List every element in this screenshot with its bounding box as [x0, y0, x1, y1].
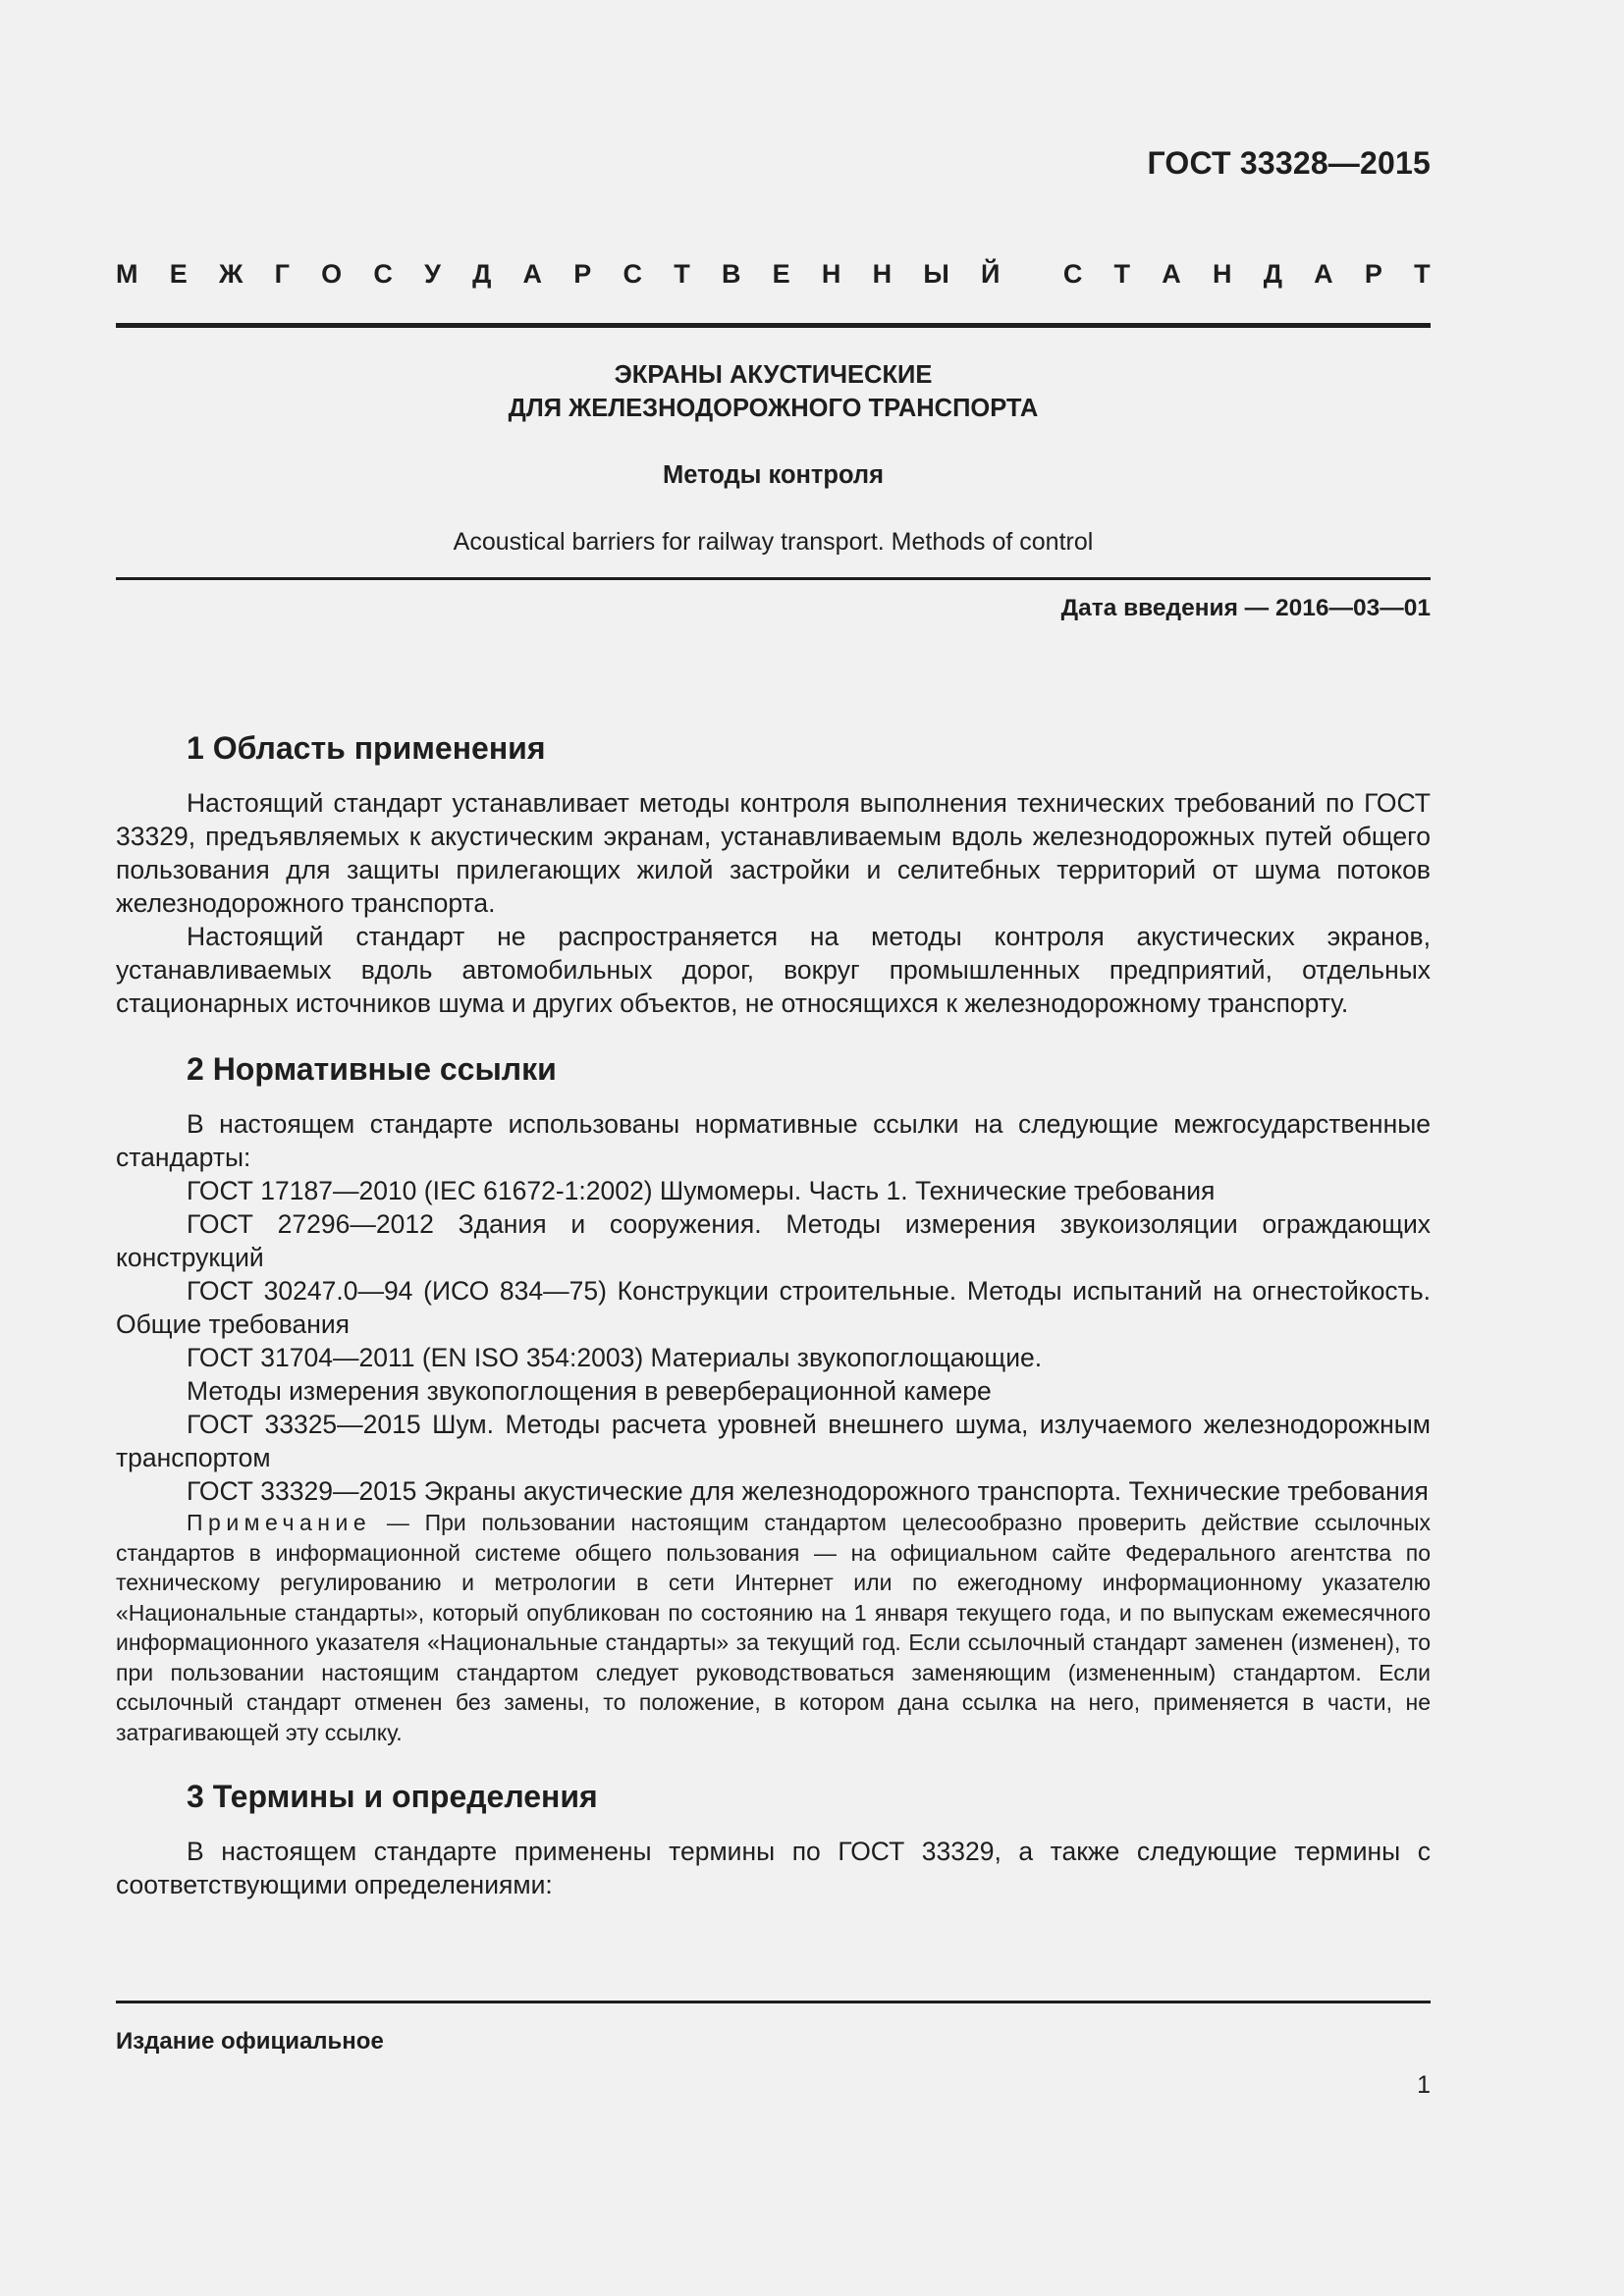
header-letter: Й [980, 259, 1001, 289]
header-letter: Е [772, 259, 790, 289]
header-letter: М [116, 259, 138, 289]
header-letter: Н [1212, 259, 1232, 289]
note-label: Примечание [187, 1510, 372, 1535]
header-letter: Т [1113, 259, 1131, 289]
section-3-title: 3 Термины и определения [187, 1779, 598, 1814]
main-title-line-2: ДЛЯ ЖЕЛЕЗНОДОРОЖНОГО ТРАНСПОРТА [508, 395, 1039, 422]
page-number: 1 [1417, 2071, 1431, 2099]
header-letter: О [321, 259, 343, 289]
header-letter: А [1314, 259, 1333, 289]
header-letter: Ы [923, 259, 949, 289]
subtitle: Методы контроля [662, 461, 885, 489]
header-letter: Н [872, 259, 893, 289]
section-2-title: 2 Нормативные ссылки [187, 1051, 557, 1087]
official-edition-label: Издание официальное [116, 2028, 384, 2055]
header-letter: Д [472, 259, 492, 289]
note-text: — При пользовании настоящим стандартом целесообразно проверить действие ссылочных стандартов в информационной системе общего пользования — на официальном сайте Федерального агентства по техническому регулированию и метрологии в сети Интернет или по ежегодному информационному указателю «Национальные стандарты», который опубликован по состоянию на 1 января текущего года, и по выпускам ежемесячного информационного указателя «Национальные стандарты» за текущий год. Если ссылочный стандарт заменен (изменен), то при пользовании настоящим стандартом следует руководствоваться заменяющим (измененным) стандартом. Если ссылочный стандарт отменен без замены, то положение, в котором дана ссылка на него, применяется в части, не затрагивающей эту ссылку. [116, 1510, 1431, 1745]
title-divider [116, 577, 1431, 580]
reference-item: ГОСТ 33329—2015 Экраны акустические для железнодорожного транспорта. Технические требования [187, 1476, 1429, 1506]
header-divider [116, 323, 1431, 328]
header-letter: А [1162, 259, 1181, 289]
reference-item: ГОСТ 33325—2015 Шум. Методы расчета уровней внешнего шума, излучаемого железнодорожным транспортом [116, 1410, 1431, 1472]
document-content [116, 726, 1431, 1901]
header-letter: Г [274, 259, 290, 289]
header-letter: Т [1414, 259, 1431, 289]
section-2-intro: В настоящем стандарте использованы нормативные ссылки на следующие межгосударственные стандарты: [116, 1109, 1431, 1172]
title-block [116, 358, 1431, 559]
english-title: Acoustical barriers for railway transport. Methods of control [453, 528, 1094, 556]
section-1-title: 1 Область применения [187, 730, 546, 766]
header-letter: В [721, 259, 741, 289]
header-letter: Р [573, 259, 592, 289]
section-1-paragraph-1: Настоящий стандарт устанавливает методы контроля выполнения технических требований по ГОСТ 33329, предъявляемых к акустическим экранам, устанавливаемым вдоль железнодорожных путей общего пользования для защиты прилегающих жилой застройки и селитебных территорий от шума потоков железнодорожного транспорта. [116, 788, 1431, 918]
introduction-date: Дата введения — 2016—03—01 [1060, 595, 1431, 621]
standard-type-header [116, 259, 1431, 298]
section-1-paragraph-2: Настоящий стандарт не распространяется на методы контроля акустических экранов, устанавливаемых вдоль автомобильных дорог, вокруг промышленных предприятий, отдельных стационарных источников шума и других объектов, не относящихся к железнодорожному транспорту. [116, 922, 1431, 1018]
header-letter: С [1062, 259, 1083, 289]
reference-item: Методы измерения звукопоглощения в реверберационной камере [187, 1376, 992, 1406]
reference-item: ГОСТ 17187—2010 (IEC 61672-1:2002) Шумомеры. Часть 1. Технические требования [187, 1176, 1216, 1205]
header-letter: Н [821, 259, 841, 289]
document-number: ГОСТ 33328—2015 [1147, 145, 1431, 181]
reference-item: ГОСТ 30247.0—94 (ИСО 834—75) Конструкции строительные. Методы испытаний на огнестойкость. Общие требования [116, 1276, 1431, 1339]
reference-item: ГОСТ 31704—2011 (EN ISO 354:2003) Материалы звукопоглощающие. [187, 1343, 1043, 1372]
header-letter: С [623, 259, 642, 289]
footer-divider [116, 2001, 1431, 2003]
section-2-note [116, 1508, 1431, 1747]
header-letter: Ж [218, 259, 244, 289]
header-letter: Е [169, 259, 188, 289]
header-letter: У [424, 259, 441, 289]
reference-item: ГОСТ 27296—2012 Здания и сооружения. Методы измерения звукоизоляции ограждающих конструкций [116, 1209, 1431, 1272]
header-letter: Т [674, 259, 690, 289]
header-letter: Р [1364, 259, 1382, 289]
header-letter: С [373, 259, 393, 289]
section-3-paragraph-1: В настоящем стандарте применены термины по ГОСТ 33329, а также следующие термины с соответствующими определениями: [116, 1837, 1431, 1899]
header-letter: А [522, 259, 543, 289]
header-letter: Д [1263, 259, 1282, 289]
main-title-line-1: ЭКРАНЫ АКУСТИЧЕСКИЕ [614, 361, 933, 389]
